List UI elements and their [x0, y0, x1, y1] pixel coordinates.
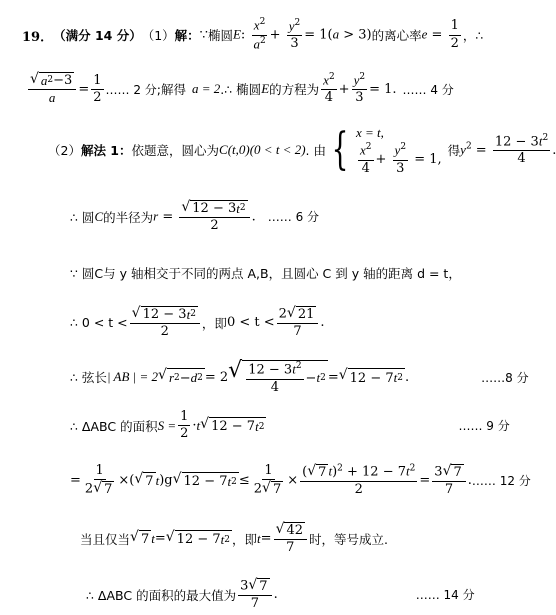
line-2: √ a 2 −3 a = $\frac{1}{2}$ …… 2 分 ;解得 a = 2 .∴ 椭圆 E 的方程为 $\frac{x^2}{4}$ + $\frac{y^2}{3}$ = 1. …… 4 分	[30, 71, 454, 106]
points-9: …… 9 分	[458, 419, 510, 434]
part-1-label: （1）	[141, 28, 175, 44]
a-equals: a = 2	[192, 81, 221, 97]
line-11: ∴ ΔABC 的面积的最大值为 3 √ 7 7 . …… 14 分	[86, 577, 475, 612]
area-prefix: ∴ ΔABC 的面积	[70, 418, 158, 434]
equality-prefix: 当且仅当	[80, 531, 131, 547]
because-symbol: ∵	[199, 27, 208, 43]
center-text: 依题意，圆心为	[131, 143, 220, 159]
line-10: 当且仅当 √ 7 t = √ 12 − 7 t 2 ，即 t = √ 42 7 时，等号成立.	[80, 521, 389, 556]
method-label: 解法 1：	[80, 143, 132, 159]
center-coord: C(t,0)(0 < t < 2)	[219, 142, 306, 158]
intersect-text: ∵ 圆C与 y 轴相交于不同的两点 A,B，且圆心 C 到 y 轴的距离 d = t，	[70, 266, 461, 281]
chord-prefix: ∴ 弦长	[70, 370, 107, 386]
points-8: ……8 分	[481, 370, 529, 385]
part-2-label: （2）	[48, 143, 81, 159]
equality-suffix: 时，等号成立.	[309, 531, 389, 547]
range-mid2: 0 < t <	[226, 315, 275, 331]
therefore-ellipse: .∴ 椭圆	[220, 82, 262, 98]
line-1	[22, 18, 483, 52]
chord-ab: | AB | = 2	[106, 369, 159, 385]
line-5	[70, 264, 461, 282]
range-mid: ，即	[201, 315, 227, 331]
line-3	[48, 124, 556, 176]
points-12: …… 12 分	[471, 474, 531, 489]
y-squared-result: $y^2$ = $\frac{12 - 3t^2}{4}$ .	[460, 132, 556, 167]
solution-label: 解：	[174, 28, 200, 44]
equality-mid: ，即	[232, 531, 258, 547]
range-prefix: ∴ 0 < t <	[70, 315, 128, 331]
circle-prefix: ∴ 圆	[70, 209, 95, 225]
eccentricity-word: 的离心率	[371, 28, 422, 44]
points-2: …… 2 分	[105, 82, 157, 97]
get-text: 得	[447, 143, 461, 159]
line-7: ∴ 弦长 | AB | = 2 √ r 2 − d 2 = 2 √ $\frac{12 - 3t^2}{4}$ − t 2 = √ 12 − 7 t 2 . ……8 分	[70, 358, 529, 395]
therefore-symbol: ，∴	[462, 28, 484, 44]
by-text: . 由	[305, 143, 326, 159]
radius-expression: r = √ 12 − 3 t 2 2 .	[153, 199, 256, 234]
equation-word: 的方程为	[269, 82, 320, 98]
system-row-2-end: = 1,	[414, 152, 442, 168]
ellipse-equation: E: $\frac{x^2}{a^2}$ + $\frac{y^2}{3}$ = 1(a > 3)	[232, 17, 372, 52]
problem-number: 19．	[22, 29, 54, 45]
problem-score: （满分 14 分）	[53, 28, 142, 44]
max-area-prefix: ∴ ΔABC 的面积的最大值为	[86, 587, 237, 603]
area-s: S =	[157, 417, 177, 433]
ellipse-word: 椭圆	[207, 28, 233, 44]
line-6: ∴ 0 < t < √ 12 − 3 t 2 2 ，即 0 < t < 2 √ 21 7 .	[70, 305, 325, 340]
line-9: = 1 2 √ 7 ×( √ 7 t )g √ 12 − 7 t 2 ≤ 1 2 √ 7 × ( √ 7 $t)^2 + 12 - 7t^2$ 2 = 3 √ 7 7 . …… 12 分	[70, 463, 531, 498]
radius-text: 的半径为	[103, 209, 154, 225]
points-14: …… 14 分	[415, 588, 475, 603]
line-8: ∴ ΔABC 的面积 S = $\frac{1}{2}$ · t √ 12 − 7 t 2 …… 9 分	[70, 409, 510, 442]
ecc-fraction: √ a 2 −3 a	[28, 72, 76, 107]
eccentricity-value: e = $\frac{1}{2}$	[421, 18, 459, 51]
points-4: …… 4 分	[402, 82, 454, 97]
eq-end: = 1.	[369, 81, 397, 97]
equation-system: { x = t, $\frac{x^2}{4}$ + $\frac{y^2}{3}$ = 1,	[331, 124, 442, 176]
points-6: …… 6 分	[267, 210, 320, 225]
line-4: ∴ 圆 C 的半径为 r = √ 12 − 3 t 2 2 . …… 6 分	[70, 199, 320, 234]
system-row-1: x = t,	[356, 125, 384, 140]
solve-text: ;解得	[156, 82, 186, 98]
